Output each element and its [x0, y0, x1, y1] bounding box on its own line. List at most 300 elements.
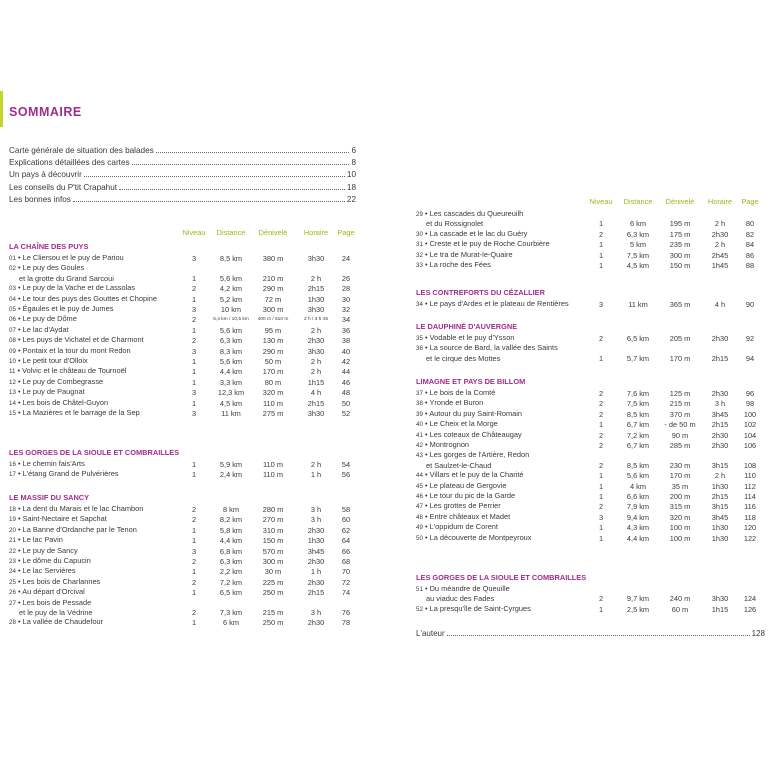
walk-distance: 6,5 km [219, 588, 243, 598]
walk-title-line: La vallée de Chaudefour [22, 617, 104, 627]
walk-title-line: L'étang Grand de Pulvérières [22, 469, 119, 479]
walk-horaire: 1h45 [711, 261, 729, 271]
section-limagne-billom [416, 375, 766, 543]
walk-distance: 2,4 km [219, 470, 243, 480]
walk-page: 56 [341, 470, 351, 480]
leader-dots [447, 635, 750, 636]
page-title: SOMMAIRE [9, 105, 82, 119]
walk-distance: 5,6 km [219, 273, 243, 283]
walk-title-line: Les bois de Charlannes [22, 576, 101, 586]
walk-denivele: 110 m [263, 460, 283, 469]
walk-title-line: La Mazières et le barrage de la Sep [22, 408, 140, 418]
walk-distance: 2,5 km [626, 604, 650, 614]
walk-number: 36 [416, 345, 423, 353]
leader-dots [156, 152, 350, 153]
walk-denivele: 170 m [669, 471, 691, 481]
walk-horaire: 1h30 [307, 294, 325, 304]
walk-page: 86 [745, 250, 755, 260]
walk-distance: 5,8 km [219, 525, 243, 535]
walk-denivele: 50 m [264, 357, 282, 367]
walk-page: 114 [744, 492, 756, 502]
walk-niveau: 1 [598, 604, 604, 614]
section-dauphine [416, 320, 766, 363]
walk-title-line: Le lac d'Aydat [22, 324, 69, 334]
walk-entry [416, 584, 766, 604]
walk-horaire: 4 h [714, 300, 726, 309]
walk-denivele: - de 50 m [664, 420, 696, 430]
walk-title-line: et du Rossignolet [426, 219, 484, 229]
walk-title: 47 • Les grottes de Perrier [416, 501, 501, 511]
walk-niveau: 1 [191, 273, 197, 283]
section-title: LES GORGES DE LA SIOULE ET COMBRAILLES [9, 448, 180, 457]
walk-page: 116 [744, 502, 756, 512]
walk-distance: 4,5 km [626, 261, 650, 271]
walk-niveau: 1 [598, 481, 604, 491]
walk-title-line: Le tra de Murat-le-Quaire [429, 249, 513, 259]
section-title: LE MASSIF DU SANCY [9, 493, 90, 502]
walk-niveau: 1 [191, 377, 197, 387]
walk-entry [9, 398, 359, 408]
walk-entry [9, 335, 359, 345]
intro-item-page: 18 [346, 182, 356, 192]
walk-denivele: 170 m [669, 353, 691, 363]
walk-number: 08 [9, 337, 16, 345]
walk-horaire: 2 h [714, 240, 726, 250]
walk-niveau: 1 [598, 533, 604, 543]
walk-niveau: 2 [191, 557, 197, 567]
walk-title-line: Le bois de la Comté [429, 388, 496, 397]
walk-horaire: 3h15 [711, 460, 729, 470]
walk-page: 60 [341, 515, 351, 525]
walk-distance: 7,5 km [626, 250, 650, 260]
walk-title: 12 • Le puy de Combegrasse [9, 376, 104, 386]
walk-distance: 7,3 km [219, 608, 243, 618]
walk-distance: 11 km [628, 300, 648, 309]
walk-denivele: 280 m [262, 505, 284, 514]
walk-title-line: Le puy de Combegrasse [22, 376, 104, 386]
walk-distance: 6,6 km [626, 492, 650, 502]
walk-title: 31 • Creste et le puy de Roche Courbière [416, 239, 550, 249]
walk-page: 74 [341, 588, 351, 598]
walk-horaire: 2h30 [711, 389, 729, 398]
walk-title: 44 • Villars et le puy de la Charité [416, 470, 524, 480]
walk-denivele: 225 m [262, 577, 284, 587]
walk-title-line: Les bois de Pessade [22, 597, 92, 607]
walk-horaire: 3h15 [711, 502, 729, 512]
walk-title: 41 • Les coteaux de Châteaugay [416, 429, 522, 439]
walk-page: 48 [341, 388, 351, 398]
walk-number: 20 [9, 526, 16, 534]
walk-denivele: 300 m [669, 250, 691, 260]
walk-entry [416, 419, 766, 429]
walk-niveau: 1 [598, 219, 604, 229]
walk-number: 21 [9, 537, 16, 545]
walk-title: 16 • Le chemin fais'Arts [9, 459, 85, 468]
walk-niveau: 1 [598, 420, 604, 430]
walk-distance: 4 km [629, 481, 647, 491]
walk-niveau: 1 [191, 525, 197, 535]
walk-number: 29 [416, 211, 423, 218]
walk-denivele: 72 m [264, 294, 282, 304]
walk-entry [416, 333, 766, 343]
walk-horaire: 2h30 [711, 229, 729, 239]
walk-entry [9, 263, 359, 283]
walk-title-line: Le puy des Goules [22, 263, 85, 273]
walk-number: 25 [9, 578, 16, 586]
walk-title-line: Le Cliersou et le puy de Pariou [22, 253, 124, 262]
walk-number: 22 [9, 547, 16, 555]
walk-denivele: 100 m [669, 523, 691, 533]
walk-title-line: Les puys de Vichatel et de Charmont [22, 335, 144, 345]
walk-page: 44 [341, 367, 351, 377]
walk-niveau: 1 [191, 367, 197, 377]
walk-title: 21 • Le lac Pavin [9, 535, 63, 545]
walk-distance: 12,3 km [217, 388, 245, 398]
walk-horaire: 2h30 [307, 525, 325, 535]
walk-number: 28 [9, 619, 16, 627]
walk-distance: 6,5 km [626, 334, 650, 343]
walk-number: 01 [9, 255, 16, 262]
walk-title: 50 • La découverte de Montpeyroux [416, 532, 532, 542]
walk-number: 40 [416, 421, 423, 429]
walk-niveau: 1 [191, 294, 197, 304]
walk-distance: 6,3 km [219, 336, 243, 346]
walk-distance: 4,5 km [219, 398, 243, 408]
walk-number: 30 [416, 230, 423, 238]
walk-entry [416, 229, 766, 239]
walk-niveau: 3 [191, 546, 197, 556]
walk-denivele: 200 m [669, 492, 691, 502]
walk-distance: 5,6 km [219, 325, 243, 335]
walk-title-line: Au départ d'Orcival [22, 587, 85, 597]
walk-horaire: 3 h [714, 399, 726, 409]
walk-title: 27 • Les bois de Pessade et le puy de la Védrine [9, 598, 359, 618]
section-sioule-combrailles [9, 446, 359, 480]
walk-number: 39 [416, 410, 423, 418]
walk-distance: 6,8 km [219, 546, 243, 556]
walk-title-line: La presqu'île de Saint-Cyrgues [429, 603, 531, 613]
walk-niveau: 1 [191, 325, 197, 335]
walk-title: 49 • L'oppidum de Corent [416, 522, 498, 532]
walk-entry [416, 450, 766, 470]
walk-entry [9, 525, 359, 535]
header-niveau: Niveau [182, 228, 206, 237]
walk-number: 23 [9, 558, 16, 566]
walk-number: 44 [416, 472, 423, 480]
walk-entry [9, 535, 359, 545]
intro-item [9, 183, 356, 195]
walk-title-line: Saint-Nectaire et Sapchat [22, 514, 107, 524]
walk-denivele: 315 m [669, 502, 691, 512]
walk-horaire: 2h45 [711, 250, 729, 260]
walk-title-line: Les bois de Châtel-Guyon [22, 397, 109, 407]
walk-title: 06 • Le puy de Dôme [9, 314, 77, 324]
walk-title-line: Égaules et le puy de Jumes [22, 304, 114, 314]
walk-entry [416, 250, 766, 260]
walk-denivele: 100 m [669, 533, 691, 543]
walk-title-line: Pontaix et la tour du mont Redon [22, 345, 131, 355]
walk-denivele: 300 m [262, 305, 284, 315]
walk-title: 03 • Le puy de la Vache et de Lassolas [9, 283, 136, 293]
walk-denivele: 95 m [264, 325, 282, 335]
walk-title: 39 • Autour du puy Saint-Romain [416, 408, 523, 418]
walk-number: 05 [9, 306, 16, 314]
walk-distance: 5,4 km / 10,5 km [213, 317, 249, 323]
walk-number: 34 [416, 301, 423, 308]
walk-distance: 5,6 km [219, 357, 243, 367]
walk-number: 07 [9, 326, 16, 334]
walk-title: 37 • Le bois de la Comté [416, 388, 496, 397]
walk-horaire: 2 h [310, 325, 322, 335]
walk-page: 70 [341, 567, 351, 577]
walk-page: 122 [743, 533, 757, 543]
walk-distance: 8,5 km [626, 409, 650, 419]
walk-distance: 9,4 km [626, 512, 650, 522]
walk-title: 08 • Les puys de Vichatel et de Charmont [9, 335, 144, 345]
section-title: LE DAUPHINÉ D'AUVERGNE [416, 322, 518, 331]
walk-title: 22 • Le puy de Sancy [9, 545, 78, 555]
walk-title-line: et le cirque des Mottes [426, 353, 501, 363]
walk-title-line: Les cascades du Queureuilh [429, 209, 524, 218]
walk-niveau: 1 [598, 523, 604, 533]
walk-horaire: 2h30 [307, 557, 325, 567]
walk-denivele: 60 m [671, 604, 689, 614]
walk-horaire: 4 h [310, 388, 322, 398]
walk-distance: 6,7 km [626, 441, 650, 451]
walk-denivele: 195 m [669, 219, 691, 229]
walk-denivele: 240 m [669, 594, 691, 604]
walk-niveau: 1 [191, 357, 197, 367]
walk-page: 112 [744, 481, 756, 491]
walk-number: 37 [416, 390, 423, 397]
walk-distance: 4,3 km [626, 523, 650, 533]
walk-niveau: 1 [191, 460, 197, 469]
walk-title-line: La source de Bard, la vallée des Saints [429, 343, 558, 353]
walk-number: 50 [416, 534, 423, 542]
section-title: LES GORGES DE LA SIOULE ET COMBRAILLES [416, 573, 587, 582]
walk-entry [9, 283, 359, 293]
walk-horaire: 2h15 [307, 284, 325, 294]
leader-dots [84, 176, 345, 177]
walk-niveau: 1 [598, 492, 604, 502]
walk-niveau: 2 [191, 284, 197, 294]
walk-number: 19 [9, 516, 16, 524]
walk-entry [9, 325, 359, 335]
walk-niveau: 1 [598, 471, 604, 481]
intro-item-label: Un pays à découvrir [9, 170, 82, 180]
walk-title: 05 • Égaules et le puy de Jumes [9, 304, 114, 314]
walk-title: 35 • Vodable et le puy d'Ysson [416, 333, 515, 342]
auteur-row [416, 629, 765, 638]
walk-distance: 10 km [220, 305, 242, 315]
walk-title-line: Les coteaux de Châteaugay [429, 429, 522, 439]
walk-distance: 6,7 km [626, 420, 650, 430]
walk-page: 80 [745, 219, 755, 229]
walk-niveau: 1 [598, 261, 604, 271]
walk-entry [416, 501, 766, 511]
walk-page: 66 [341, 546, 351, 556]
walk-number: 38 [416, 400, 423, 408]
intro-item-label: Les bonnes infos [9, 194, 71, 204]
walk-niveau: 2 [191, 505, 197, 514]
walk-distance: 6 km [222, 618, 240, 628]
walk-entry [9, 366, 359, 376]
walk-page: 24 [341, 254, 351, 263]
walk-niveau: 2 [191, 315, 197, 325]
walk-denivele: 205 m [669, 334, 691, 343]
walk-entry [9, 314, 359, 324]
walk-title-line: La dent du Marais et le lac Chambon [22, 504, 144, 513]
walk-title: 28 • La vallée de Chaudefour [9, 617, 104, 627]
walk-horaire: 3h30 [711, 594, 729, 604]
walk-horaire: 2 h / 3 h 45 [303, 317, 329, 323]
walk-page: 50 [341, 398, 351, 408]
walk-title-line: Volvic et le château de Tournoël [22, 366, 127, 376]
walk-denivele: 365 m [669, 300, 691, 309]
walk-number: 15 [9, 410, 16, 418]
walk-number: 43 [416, 452, 423, 460]
walk-title: 24 • Le lac Servières [9, 566, 76, 576]
walk-horaire: 2h30 [711, 430, 729, 440]
walk-distance: 8,5 km [219, 254, 243, 263]
column-headers-left [0, 228, 385, 240]
walk-entry [416, 430, 766, 440]
leader-dots [119, 189, 345, 190]
walk-title-line: Les grottes de Perrier [429, 501, 501, 511]
walk-number: 52 [416, 605, 423, 613]
walk-denivele: 290 m [262, 284, 284, 294]
walk-page: 82 [745, 229, 755, 239]
walk-entry [416, 260, 766, 270]
walk-title-line: et Saulzet-le-Chaud [426, 460, 492, 470]
walk-page: 106 [743, 441, 757, 451]
walk-horaire: 2 h [310, 273, 322, 283]
walk-entry [9, 356, 359, 366]
walk-page: 108 [743, 460, 757, 470]
walk-title: 32 • Le tra de Murat-le-Quaire [416, 249, 513, 259]
walk-denivele: 370 m [669, 409, 691, 419]
walk-title: 42 • Montrognon [416, 440, 470, 450]
walk-number: 47 [416, 503, 423, 511]
walk-title-line: La cascade et le lac du Guéry [429, 228, 528, 238]
walk-title-line: Du méandre de Queuille [429, 584, 510, 593]
intro-item-page: 8 [351, 158, 356, 168]
walk-distance: 7,2 km [219, 577, 243, 587]
walk-number: 09 [9, 347, 16, 355]
walk-number: 48 [416, 513, 423, 521]
header-horaire: Horaire [707, 197, 733, 206]
walk-title-line: au viaduc des Fades [426, 594, 495, 604]
walk-number: 27 [9, 599, 16, 607]
walk-horaire: 3 h [310, 608, 322, 618]
walk-niveau: 3 [191, 346, 197, 356]
walk-denivele: 80 m [264, 377, 282, 387]
walk-number: 03 [9, 285, 16, 293]
walk-page: 42 [341, 357, 351, 367]
walk-horaire: 2h15 [711, 492, 729, 502]
walk-niveau: 3 [191, 305, 197, 315]
walk-horaire: 1 h [310, 567, 322, 577]
walk-distance: 4,4 km [626, 533, 650, 543]
walk-entry [416, 604, 766, 614]
walk-distance: 7,9 km [626, 502, 650, 512]
walk-denivele: 215 m [262, 608, 284, 618]
walk-title-line: Le petit tour d'Olloix [22, 356, 88, 366]
walk-entry [9, 253, 359, 263]
walk-number: 10 [9, 358, 16, 366]
walk-denivele: 150 m [262, 536, 284, 546]
walk-denivele: 175 m [669, 229, 691, 239]
walk-denivele: 270 m [262, 515, 284, 525]
walk-number: 46 [416, 493, 423, 501]
walk-horaire: 3h30 [307, 254, 325, 263]
intro-item [9, 195, 356, 207]
walk-title: 11 • Volvic et le château de Tournoël [9, 366, 127, 376]
header-denivele: Dénivelé [665, 197, 695, 206]
walk-title-line: Le chemin fais'Arts [22, 459, 85, 468]
walk-page: 34 [341, 315, 351, 325]
walk-title-line: Le puy de Paugnat [22, 387, 85, 397]
walk-title: 45 • Le plateau de Gergovie [416, 480, 507, 490]
walk-denivele: 90 m [671, 430, 689, 440]
intro-item [9, 170, 356, 182]
walk-title: 23 • Le dôme du Capucin [9, 556, 91, 566]
walk-page: 26 [341, 273, 351, 283]
walk-number: 45 [416, 482, 423, 490]
walk-horaire: 1 h [310, 470, 322, 480]
walk-niveau: 1 [598, 250, 604, 260]
walk-title-line: Le lac Pavin [22, 535, 63, 545]
walk-number: 02 [9, 265, 16, 273]
walk-niveau: 2 [598, 409, 604, 419]
walk-entry [416, 343, 766, 363]
intro-item [9, 158, 356, 170]
walk-entry [9, 546, 359, 556]
walk-niveau: 1 [191, 536, 197, 546]
walk-horaire: 2h15 [711, 353, 729, 363]
walk-horaire: 2 h [310, 357, 322, 367]
walk-number: 35 [416, 335, 423, 342]
walk-page: 102 [743, 420, 757, 430]
intro-item [9, 146, 356, 158]
walk-denivele: 400 m / 510 m [257, 317, 289, 323]
walk-denivele: 215 m [669, 399, 691, 409]
walk-niveau: 1 [191, 588, 197, 598]
walk-niveau: 3 [191, 388, 197, 398]
intro-item-page: 6 [351, 146, 356, 155]
walk-distance: 7,6 km [626, 389, 650, 398]
walk-page: 98 [745, 399, 755, 409]
intro-item-page: 22 [346, 194, 356, 204]
walk-page: 30 [341, 294, 351, 304]
walk-title: 46 • Le tour du pic de la Garde [416, 491, 516, 501]
walk-distance: 9,7 km [626, 594, 650, 604]
right-page [385, 0, 770, 770]
leader-dots [132, 164, 350, 165]
walk-page: 58 [341, 505, 351, 514]
walk-distance: 6,3 km [626, 229, 650, 239]
walk-page: 54 [341, 460, 351, 469]
walk-page: 124 [743, 594, 757, 604]
walk-horaire: 3h45 [307, 546, 325, 556]
walk-number: 14 [9, 399, 16, 407]
walk-niveau: 2 [598, 229, 604, 239]
section-cezallier [416, 286, 766, 309]
walk-page: 52 [341, 409, 351, 419]
walk-horaire: 2 h [310, 460, 322, 469]
walk-number: 13 [9, 389, 16, 397]
walk-entry [416, 533, 766, 543]
